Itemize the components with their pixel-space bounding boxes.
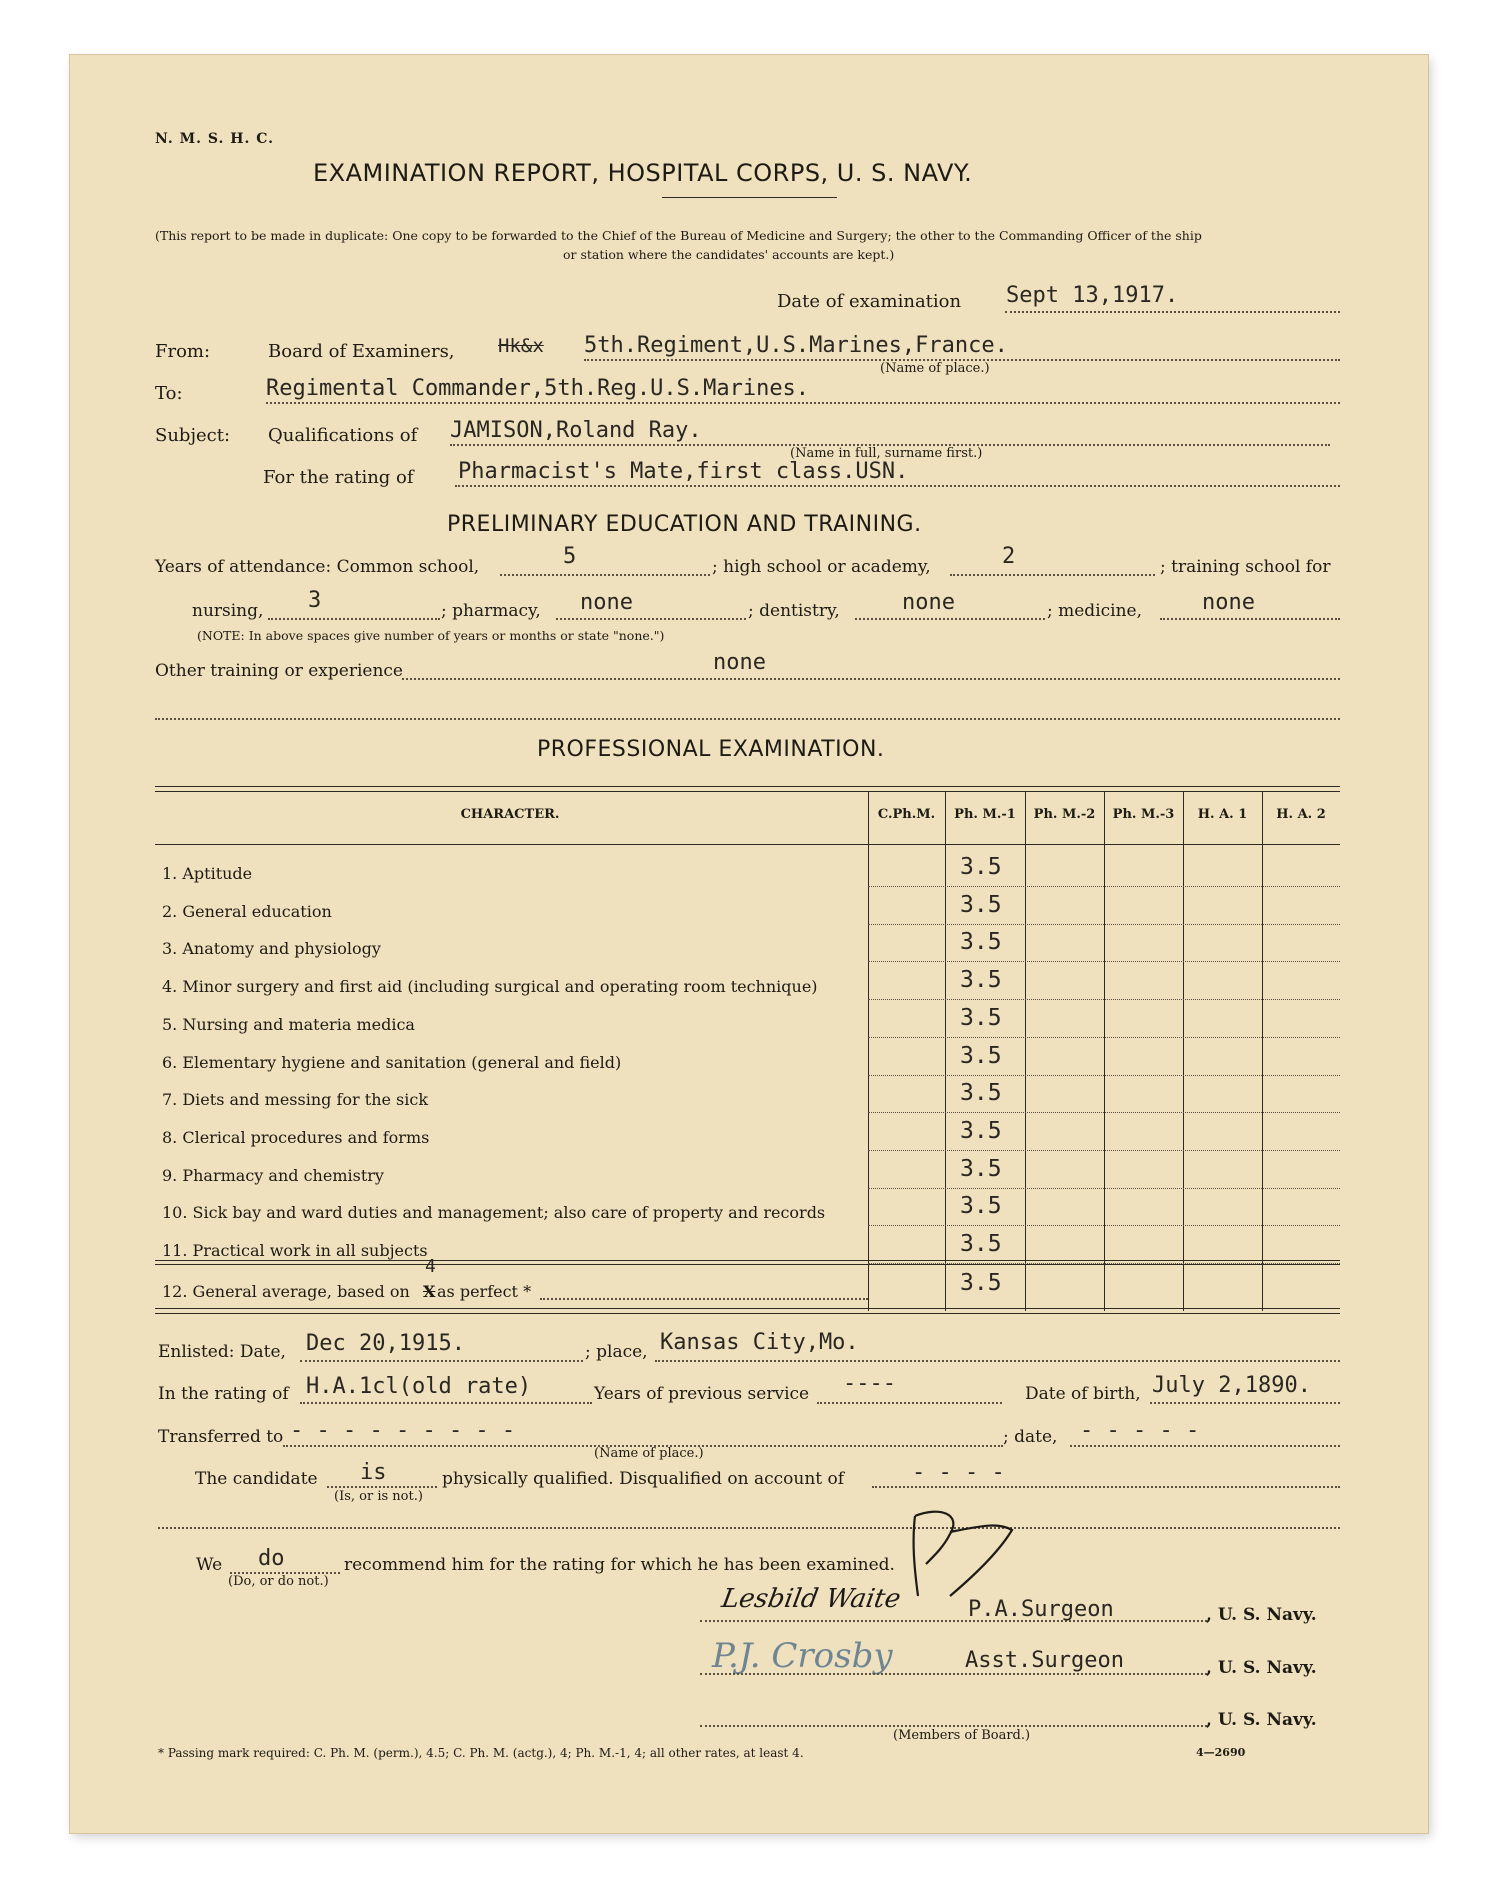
table-row-rule: [868, 1188, 1340, 1189]
candidate-label: The candidate: [195, 1469, 318, 1489]
table-row-rule: [868, 1150, 1340, 1151]
usn-2: , U. S. Navy.: [1206, 1658, 1317, 1678]
years-label: Years of attendance: Common school,: [155, 557, 480, 577]
transferred-value: - - - - - - - - -: [290, 1418, 516, 1443]
name-of-place-caption: (Name of place.): [594, 1446, 704, 1461]
enlisted-date: Dec 20,1915.: [306, 1331, 465, 1356]
table-row-rule: [868, 999, 1340, 1000]
table-row-score: 3.5: [960, 1004, 1002, 1031]
footnote: * Passing mark required: C. Ph. M. (perm.), 4.5; C. Ph. M. (actg.), 4; Ph. M.-1, 4; all other rates, at least 4.: [158, 1746, 804, 1760]
table-row-rule: [868, 1037, 1340, 1038]
table-bottom-rule: [155, 1308, 1340, 1309]
table-row-label: 1. Aptitude: [162, 864, 253, 883]
table-row-label: 6. Elementary hygiene and sanitation (general and field): [162, 1052, 622, 1072]
page-title: EXAMINATION REPORT, HOSPITAL CORPS, U. S. NAVY.: [313, 159, 973, 187]
sig1-line: [700, 1620, 1207, 1622]
from-value: 5th.Regiment,U.S.Marines,France.: [584, 333, 1008, 358]
table-row-label: 8. Clerical procedures and forms: [162, 1127, 430, 1147]
nursing-line: [268, 618, 440, 620]
col-divider-5: [1183, 791, 1184, 1311]
table-bottom-rule-2: [155, 1313, 1340, 1314]
table-row-score: 3.5: [960, 929, 1002, 956]
sig2-title: Asst.Surgeon: [965, 1648, 1124, 1673]
table-row-rule: [868, 1075, 1340, 1076]
high-school-label: ; high school or academy,: [712, 557, 931, 577]
other-training-value: none: [713, 650, 766, 675]
col-divider-2: [945, 791, 946, 1311]
nursing-label: nursing,: [192, 601, 264, 621]
pharmacy-value: none: [580, 590, 633, 615]
table-row-rule: [868, 1225, 1340, 1226]
table-row-label: 5. Nursing and materia medica: [162, 1014, 415, 1034]
header-phm2: Ph. M.-2: [1033, 807, 1096, 822]
table-row-score: 3.5: [960, 1155, 1002, 1182]
high-school-value: 2: [1002, 544, 1016, 569]
table-row-score: 3.5: [960, 967, 1002, 994]
place-label: ; place,: [585, 1342, 648, 1362]
other-training-line-2: [155, 718, 1340, 720]
transferred-label: Transferred to: [158, 1427, 284, 1447]
common-school-value: 5: [563, 544, 577, 569]
title-rule: [662, 197, 837, 198]
dentistry-value: none: [902, 590, 955, 615]
candidate-is: is: [360, 1460, 387, 1485]
subject-label: Subject:: [155, 425, 231, 446]
enlisted-label: Enlisted: Date,: [158, 1342, 286, 1362]
subject-value: JAMISON,Roland Ray.: [450, 418, 702, 443]
table-header-rule: [155, 844, 1340, 845]
table-row-rule: [868, 886, 1340, 887]
usn-1: , U. S. Navy.: [1206, 1605, 1317, 1625]
from-label: From:: [155, 341, 211, 362]
col-divider-4: [1104, 791, 1105, 1311]
dob-label: Date of birth,: [1025, 1384, 1141, 1404]
date-value: Sept 13,1917.: [1006, 283, 1179, 308]
in-rating-value: H.A.1cl(old rate): [306, 1374, 532, 1399]
col-divider-3: [1025, 791, 1026, 1311]
table-row-score: 3.5: [960, 854, 1002, 880]
enlisted-place-line: [655, 1360, 1340, 1362]
table-row-label: 3. Anatomy and physiology: [162, 939, 381, 959]
high-school-line: [950, 574, 1155, 576]
table-row-label: 7. Diets and messing for the sick: [162, 1090, 429, 1110]
sig1-title: P.A.Surgeon: [968, 1597, 1114, 1622]
members-caption: (Members of Board.): [893, 1728, 1031, 1743]
to-label: To:: [155, 383, 183, 404]
avg-score: 3.5: [960, 1270, 1002, 1296]
form-number: 4—2690: [1196, 1746, 1246, 1759]
table-row-score: 3.5: [960, 891, 1002, 918]
table-row-rule: [868, 924, 1340, 925]
common-line: [500, 574, 710, 576]
avg-top-rule: [155, 1260, 1340, 1261]
table-row-label: 11. Practical work in all subjects: [162, 1241, 428, 1260]
from-struck: Hk&x: [498, 335, 544, 357]
recommend-label: recommend him for the rating for which he has been examined.: [344, 1555, 895, 1575]
tdate-label: ; date,: [1003, 1427, 1058, 1447]
signature-2: P.J. Crosby: [712, 1636, 893, 1676]
table-row-score: 3.5: [960, 1117, 1002, 1144]
phys-label: physically qualified. Disqualified on account of: [442, 1469, 845, 1489]
prev-service-label: Years of previous service: [594, 1384, 810, 1404]
table-row-label: 9. Pharmacy and chemistry: [162, 1165, 384, 1185]
header-phm3: Ph. M.-3: [1112, 807, 1175, 822]
enlisted-place: Kansas City,Mo.: [660, 1330, 859, 1355]
name-caption: (Name in full, surname first.): [790, 446, 983, 461]
dob-value: July 2,1890.: [1152, 1373, 1311, 1398]
table-row-rule: [868, 961, 1340, 962]
nursing-value: 3: [308, 588, 322, 613]
other-training-line: [402, 678, 1340, 680]
header-ha2: H. A. 2: [1276, 807, 1326, 822]
we-label: We: [196, 1555, 223, 1575]
rating-line: [455, 485, 1340, 487]
we-value: do: [258, 1546, 285, 1571]
avg-leader: [540, 1298, 868, 1300]
col-divider-6: [1262, 791, 1263, 1311]
header-character: CHARACTER.: [460, 807, 560, 822]
avg-top-rule-2: [155, 1264, 1340, 1265]
table-row-score: 3.5: [960, 1231, 1002, 1257]
rating-value: Pharmacist's Mate,first class.USN.: [458, 459, 909, 484]
in-rating-line: [300, 1402, 592, 1404]
dob-line: [1150, 1402, 1340, 1404]
candidate-line: [327, 1486, 437, 1488]
sig3-line: [700, 1725, 1207, 1727]
usn-3: , U. S. Navy.: [1206, 1710, 1317, 1730]
in-rating-label: In the rating of: [158, 1384, 289, 1404]
rating-prefix: For the rating of: [263, 467, 414, 488]
header-ha1: H. A. 1: [1197, 807, 1248, 822]
subject-prefix: Qualifications of: [268, 425, 418, 446]
table-row-score: 3.5: [960, 1193, 1002, 1220]
avg-label-a: 12. General average, based on: [162, 1282, 410, 1301]
date-label: Date of examination: [777, 291, 962, 312]
avg-label-b: as perfect *: [437, 1282, 532, 1301]
disq-value: - - - -: [912, 1460, 1005, 1485]
table-row-rule: [868, 1112, 1340, 1113]
sig2-line: [700, 1673, 1207, 1675]
form-code: N. M. S. H. C.: [155, 131, 274, 147]
medicine-value: none: [1202, 590, 1255, 615]
col-divider-1: [868, 791, 869, 1311]
avg-base: 4: [425, 1256, 436, 1277]
pharmacy-line: [556, 618, 746, 620]
instruction-line-1: (This report to be made in duplicate: One copy to be forwarded to the Chief of the Bureau of Medicine and Surgery; the other to the Commanding Officer of the ship: [155, 228, 1202, 243]
instruction-line-2: or station where the candidates' accounts are kept.): [563, 247, 895, 262]
table-row-score: 3.5: [960, 1042, 1002, 1069]
tdate-line: [1070, 1445, 1340, 1447]
to-value: Regimental Commander,5th.Reg.U.S.Marines.: [266, 376, 810, 401]
table-row-label: 10. Sick bay and ward duties and management; also care of property and records: [162, 1203, 826, 1223]
tdate-value: - - - - -: [1080, 1418, 1200, 1443]
dentistry-line: [855, 618, 1045, 620]
to-line: [266, 402, 1340, 404]
avg-struck: X: [423, 1282, 436, 1301]
prev-service-value: ----: [843, 1371, 896, 1396]
table-row-label: 4. Minor surgery and first aid (including surgical and operating room technique): [162, 977, 818, 997]
header-phm1: Ph. M.-1: [954, 807, 1016, 822]
do-caption: (Do, or do not.): [228, 1574, 329, 1589]
medicine-line: [1160, 618, 1340, 620]
enlisted-date-line: [300, 1360, 583, 1362]
dentistry-label: ; dentistry,: [748, 601, 840, 621]
medicine-label: ; medicine,: [1047, 601, 1143, 621]
table-row-score: 3.5: [960, 1080, 1002, 1107]
prelim-heading: PRELIMINARY EDUCATION AND TRAINING.: [447, 512, 922, 537]
other-training-label: Other training or experience: [155, 661, 403, 681]
is-caption: (Is, or is not.): [334, 1489, 423, 1504]
note: (NOTE: In above spaces give number of years or months or state "none."): [197, 628, 665, 643]
from-prefix: Board of Examiners,: [268, 341, 455, 362]
prev-service-line: [817, 1402, 1002, 1404]
header-cphm: C.Ph.M.: [877, 807, 936, 822]
signature-1: Lesbild Waite: [719, 1584, 903, 1614]
place-caption: (Name of place.): [880, 361, 990, 376]
table-row-label: 2. General education: [162, 901, 332, 921]
table-top-rule: [155, 786, 1340, 787]
table-top-rule-2: [155, 791, 1340, 792]
disq-line: [872, 1486, 1340, 1488]
date-line: [1005, 311, 1340, 313]
prof-heading: PROFESSIONAL EXAMINATION.: [537, 737, 885, 762]
training-school-label: ; training school for: [1160, 557, 1331, 577]
pharmacy-label: ; pharmacy,: [441, 601, 541, 621]
